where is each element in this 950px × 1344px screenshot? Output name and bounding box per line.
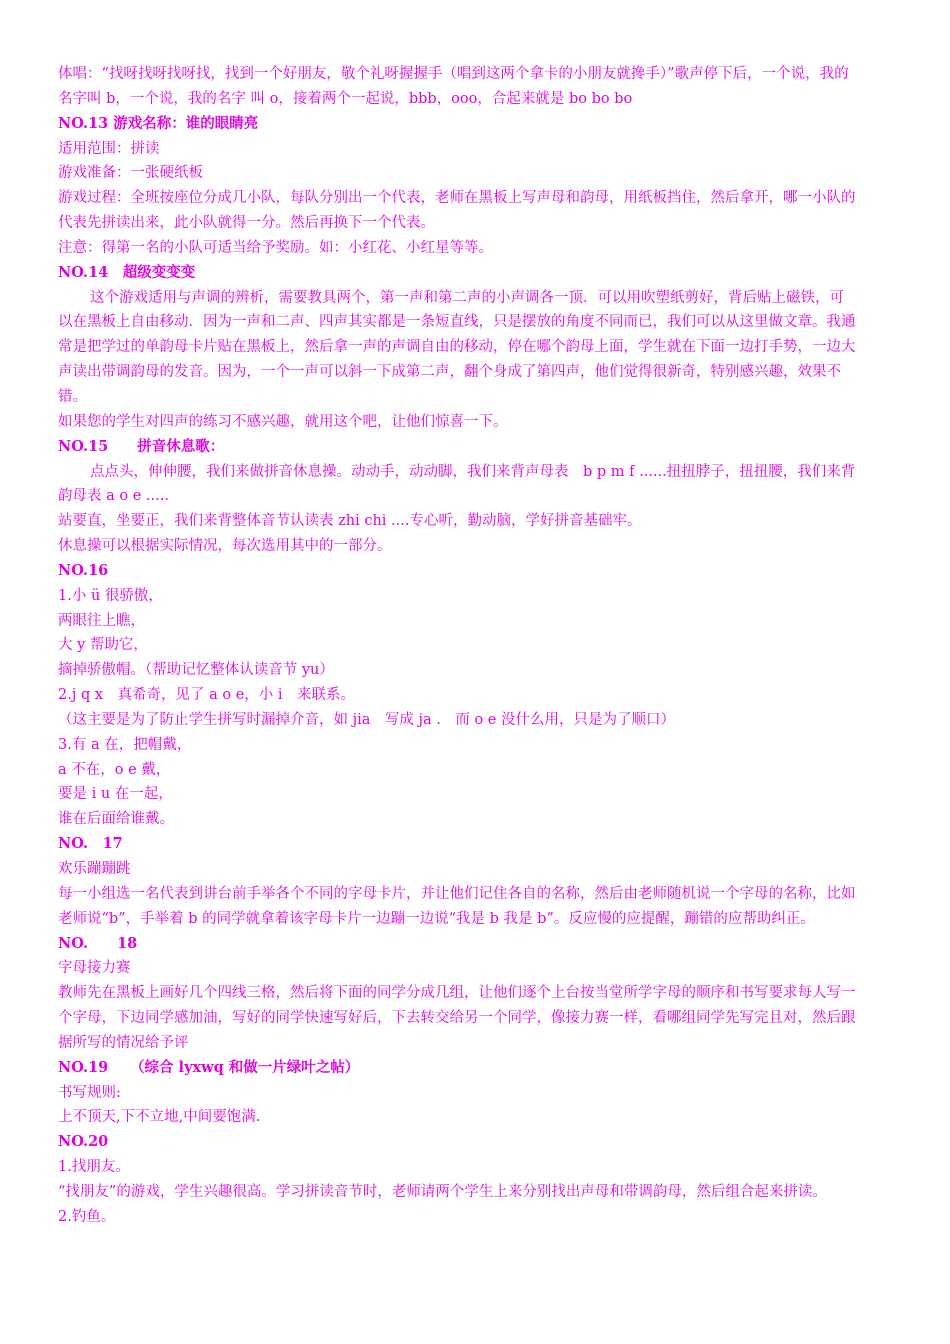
paragraph: 注意：得第一名的小队可适当给予奖励。如：小红花、小红星等等。 [58, 239, 493, 256]
paragraph: 点点头，伸伸腰，我们来做拼音休息操。动动手，动动脚，我们来背声母表 b p m f ......扭扭脖子，扭扭腰，我们来背韵母表 a o e ..... [58, 463, 856, 505]
paragraph: 欢乐蹦蹦跳 [58, 861, 131, 877]
document-body [58, 62, 858, 1230]
paragraph: 上不顶天,下不立地,中间要饱满. [58, 1109, 261, 1126]
section-heading: NO. 18 [58, 934, 138, 952]
paragraph: 适用范围：拼读 [58, 140, 160, 157]
section-heading: NO.14 超级变变变 [58, 263, 196, 281]
paragraph: a 不在，o e 戴， [58, 761, 171, 778]
paragraph: “找朋友”的游戏，学生兴趣很高。学习拼读音节时，老师请两个学生上来分别找出声母和带调韵母，然后组合起来拼读。 [58, 1183, 827, 1200]
paragraph: 教师先在黑板上画好几个四线三格，然后将下面的同学分成几组，让他们逐个上台按当堂所学字母的顺序和书写要求每人写一个字母，下边同学感加油，写好的同学快速写好后，下去转交给另一个同学，像接力赛一样，看哪组同学先写完且对，然后跟据所写的情况给予评 [58, 985, 856, 1051]
paragraph: 谁在后面给谁戴。 [58, 811, 174, 828]
paragraph: 站要直，坐要正，我们来背整体音节认读表 zhi chi ....专心听，勤动脑，学好拼音基础牢。 [58, 513, 642, 530]
paragraph: 如果您的学生对四声的练习不感兴趣，就用这个吧，让他们惊喜一下。 [58, 413, 508, 430]
paragraph: 体唱：“找呀找呀找呀找，找到一个好朋友，敬个礼呀握握手（唱到这两个拿卡的小朋友就搀手）”歌声停下后，一个说，我的名字叫 b，一个说，我的名字 叫 o，接着两个一起说，bbb，ooo，合起来就是 bo bo bo [58, 66, 849, 107]
paragraph: 这个游戏适用与声调的辨析，需要教具两个，第一声和第二声的小声调各一顶．可以用吹塑纸剪好，背后贴上磁铁，可以在黑板上自由移动．因为一声和二声、四声其实都是一条短直线，只是摆放的角度不同而已，我们可以从这里做文章。我通常是把学过的单韵母卡片贴在黑板上，然后拿一声的声调自由的移动，停在哪个韵母上面，学生就在下面一边打手势，一边大声读出带调韵母的发音。因为，一个一声可以斜一下成第二声，翻个身成了第四声，他们觉得很新奇，特别感兴趣，效果不错。 [58, 289, 856, 405]
paragraph: 要是 i u 在一起， [58, 786, 173, 803]
paragraph: 3.有 a 在，把帽戴， [58, 736, 192, 753]
paragraph: 摘掉骄傲帽。（帮助记忆整体认读音节 yu） [58, 662, 334, 679]
paragraph: 游戏过程：全班按座位分成几小队，每队分别出一个代表，老师在黑板上写声母和韵母，用纸板挡住，然后拿开，哪一小队的代表先拼读出来，此小队就得一分。然后再换下一个代表。 [58, 190, 856, 232]
section-heading: NO.16 [58, 561, 109, 579]
section-heading: NO.19 （综合 lyxwq 和做一片绿叶之帖） [58, 1058, 360, 1076]
paragraph: 书写规则: [58, 1084, 121, 1101]
section-heading: NO.13 游戏名称：谁的眼睛亮 [58, 114, 259, 132]
paragraph: （这主要是为了防止学生拼写时漏掉介音，如 jia 写成 ja . 而 o e 没什么用，只是为了顺口） [58, 711, 675, 728]
section-heading: NO.15 拼音休息歌： [58, 437, 225, 455]
paragraph: 大 y 帮助它， [58, 637, 148, 654]
paragraph: 1.找朋友。 [58, 1159, 130, 1176]
paragraph: 游戏准备：一张硬纸板 [58, 165, 203, 182]
paragraph: 休息操可以根据实际情况，每次选用其中的一部分。 [58, 538, 392, 555]
section-heading: NO. 17 [58, 835, 123, 853]
section-heading: NO.20 [58, 1133, 109, 1151]
paragraph: 字母接力赛 [58, 960, 131, 977]
paragraph: 2.j q x 真希奇，见了 a o e，小 i 来联系。 [58, 687, 356, 704]
paragraph: 每一小组选一名代表到讲台前手举各个不同的字母卡片，并让他们记住各自的名称，然后由老师随机说一个字母的名称，比如老师说“b”，手举着 b 的同学就拿着该字母卡片一边蹦一边说“我是 b 我是 b”。反应慢的应提醒，蹦错的应帮助纠正。 [58, 885, 856, 927]
paragraph: 两眼往上瞧， [58, 612, 145, 629]
paragraph: 1.小 ü 很骄傲， [58, 587, 163, 604]
paragraph: 2.钓鱼。 [58, 1208, 116, 1225]
